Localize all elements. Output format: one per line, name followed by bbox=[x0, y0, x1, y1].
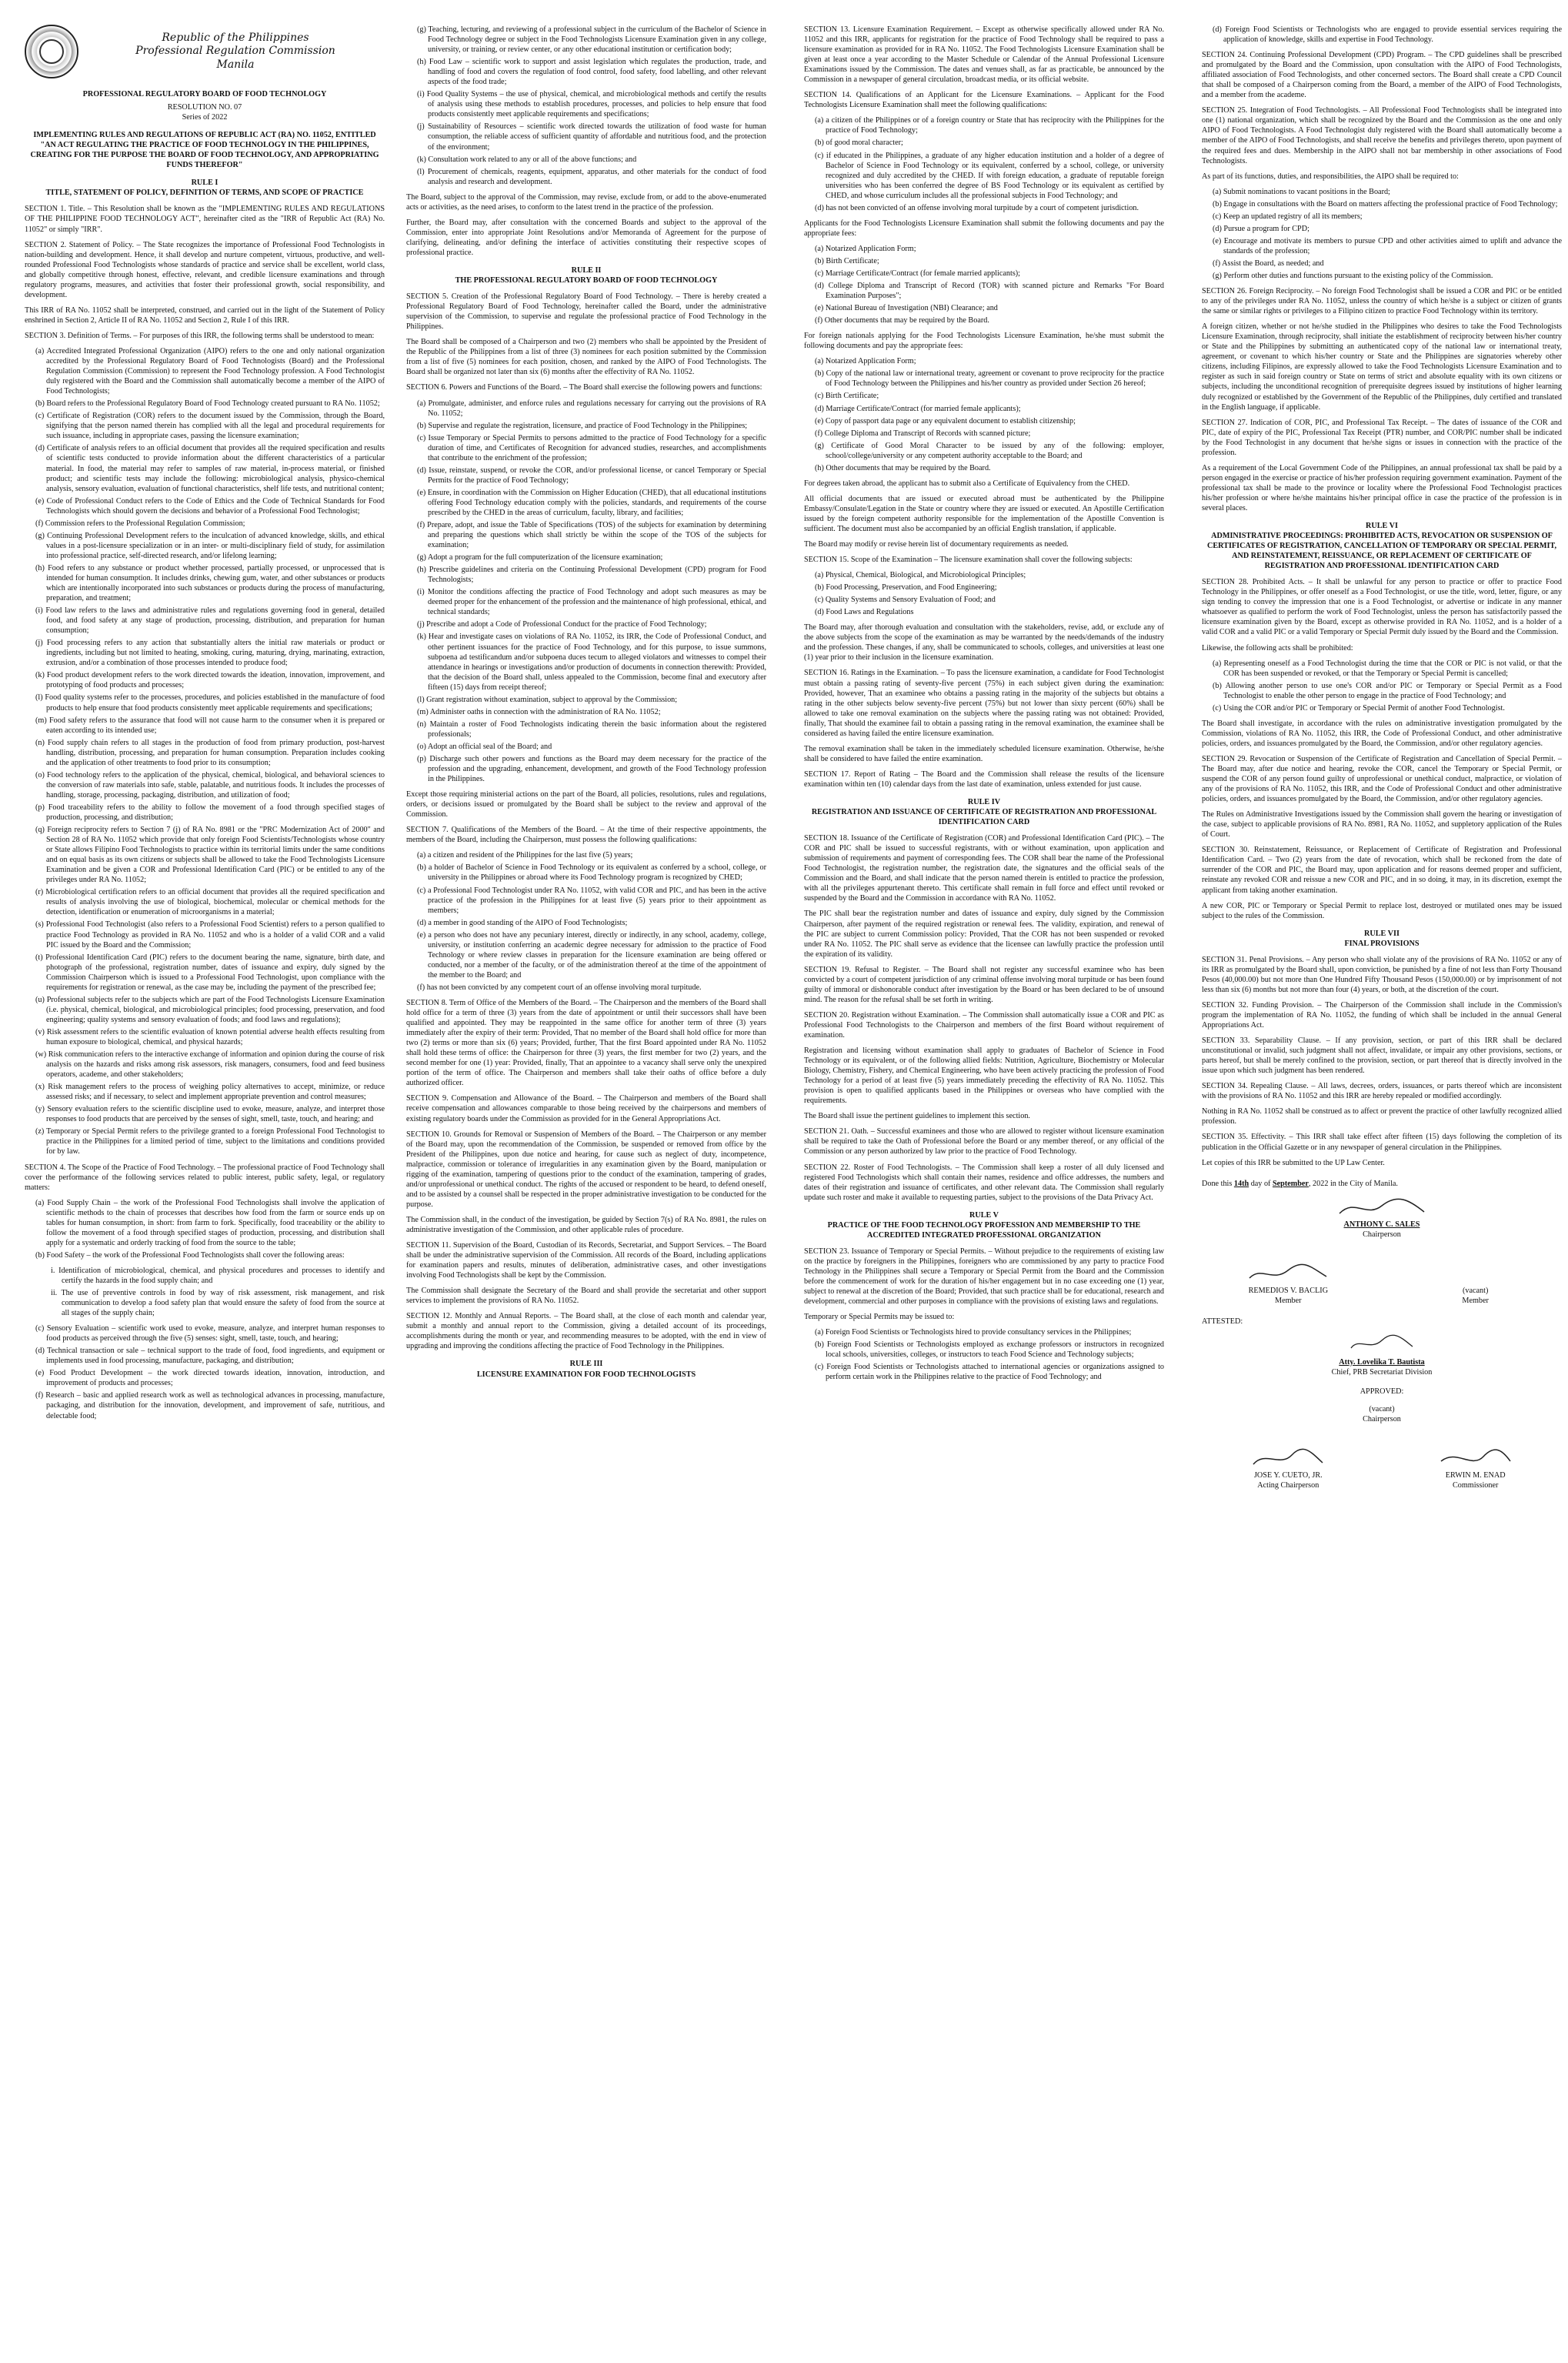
list-item: (b) Food Processing, Preservation, and Food Engineering; bbox=[815, 583, 997, 592]
paragraph: The Rules on Administrative Investigations issued by the Commission shall govern the hearing or investigation of the case, subject to applicable provisions of RA No. 8981, RA No. 11052, and suppletory application of the Rules of Court. bbox=[1202, 810, 1562, 839]
definition-item: (f) Commission refers to the Professional Regulation Commission; bbox=[35, 519, 245, 528]
paragraph: Applicants for the Food Technologists Licensure Examination shall submit the following documents and pay the appropriate fees: bbox=[804, 219, 1164, 238]
section-19: SECTION 19. Refusal to Register. – The Board shall not register any successful examinee who has been convicted by a court of competent jurisdiction of any criminal offense involving moral turpitude or has been found guilty of immoral or dishonorable conduct after investigation by the Board or has been declared to be of unsound mind. The reason for the refusal shall be set forth in writing. bbox=[804, 965, 1164, 1004]
definition-item: (b) Board refers to the Professional Regulatory Board of Food Technology created pursuant to RA No. 11052; bbox=[35, 399, 380, 409]
attested-label: ATTESTED: bbox=[1202, 1317, 1243, 1326]
definition-item: (h) Food refers to any substance or product whether processed, partially processed, or unprocessed that is intended for human consumption. It includes drinks, chewing gum, water, and other substances or products which are intentionally incorporated into such substances or products during the process of manufacturing, preparation, and treatment; bbox=[35, 563, 385, 603]
list-item: (f) Other documents that may be required by the Board. bbox=[815, 316, 989, 325]
rule-title: PRACTICE OF THE FOOD TECHNOLOGY PROFESSION AND MEMBERSHIP TO THE ACCREDITED INTEGRATED PROFESSIONAL ORGANIZATION bbox=[827, 1220, 1141, 1240]
list-item: (d) College Diploma and Transcript of Record (TOR) with scanned picture and Remarks "For Board Examination Purposes"; bbox=[815, 282, 1164, 301]
permits-list bbox=[804, 1327, 1164, 1382]
list-item: (b) Supervise and regulate the registration, licensure, and practice of Food Technology in the Philippines; bbox=[417, 421, 748, 430]
column-4 bbox=[1202, 25, 1562, 2341]
rule-heading bbox=[1202, 521, 1562, 571]
list-item: (f) has not been convicted by any competent court of an offense involving moral turpitude. bbox=[417, 983, 702, 992]
rule-number: RULE II bbox=[571, 265, 602, 275]
signature-chair bbox=[1202, 1197, 1562, 1240]
list-item: (a) Notarized Application Form; bbox=[815, 357, 916, 366]
section-26: SECTION 26. Foreign Reciprocity. – No foreign Food Technologist shall be issued a COR and PIC or be entitled to any of the privileges under RA No. 11052, unless the country of which he/she is a subject or citizen of grants the same or similar rights or privileges to a Filipino citizen to practice Food Technology within its territory. bbox=[1202, 287, 1562, 316]
list-item: (c) Keep an updated registry of all its members; bbox=[1213, 212, 1363, 221]
list-item: (g) Perform other duties and functions pursuant to the existing policy of the Commission. bbox=[1213, 271, 1493, 280]
signature-space bbox=[1389, 1263, 1562, 1286]
paragraph: As a requirement of the Local Government Code of the Philippines, an annual professional tax shall be paid by a person engaged in the exercise or practice of his/her profession requiring government examination. Payment of the professional tax shall be made to the province or locality where the Professional Food Technologist practices his/her profession or where he/she maintains his/her principal office in case the practice of the profession is in several places. bbox=[1202, 463, 1562, 512]
list-item: (j) Prescribe and adopt a Code of Professional Conduct for the practice of Food Technology; bbox=[417, 620, 707, 629]
section-28: SECTION 28. Prohibited Acts. – It shall be unlawful for any person to practice or offer to practice Food Technology in the Philippines, or offer oneself as a Food Technologist, or use the title, word, letter, figure, or any sign tending to convey the impression that one is a Food Technologist, or advertise or indicate in any manner whatsoever as qualified to perform the work of Food Technologist, unless the person has satisfactorily passed the licensure examination given by the Board, except as otherwise provided in RA No. 11052, and is a holder of a valid COR and a valid PIC or a valid Temporary or Special Permit duly issued by the Board and the Commission. bbox=[1202, 578, 1562, 637]
section-32: SECTION 32. Funding Provision. – The Chairperson of the Commission shall include in the Commission's program the implementation of RA No. 11052, the funding of which shall be included in the annual General Appropriations Act. bbox=[1202, 1000, 1562, 1030]
section-22: SECTION 22. Roster of Food Technologists. – The Commission shall keep a roster of all duly licensed and registered Food Technologists which shall contain their names, residence and office addresses, the numbers and dates of their registration and issuance of certificates, and other relevant data. The Commission shall regularly update such roster and make it available to requesting parties, subject to the provisions of the Data Privacy Act. bbox=[804, 1163, 1164, 1202]
rule-number: RULE VI bbox=[1366, 522, 1398, 531]
signature-member-2 bbox=[1389, 1263, 1562, 1306]
list-item: (e) National Bureau of Investigation (NBI) Clearance; and bbox=[815, 304, 998, 313]
section-2: SECTION 2. Statement of Policy. – The State recognizes the importance of Professional Food Technologists in nation-building and development. Hence, it shall develop and nurture competent, virtuous, productive, and well-rounded Professional Food Technologists whose standards of practice and service shall be excellent, world class, and globally competitive through honest, effective, relevant, and credible licensure examinations and through regulatory programs, measures, and activities that foster their professional growth, social responsibility, and development. bbox=[25, 240, 385, 299]
scope-item: (d) Technical transaction or sale – technical support to the trade of food, food ingredients, and equipment or implements used in food processing, manufacture, packaging, and distribution; bbox=[35, 1347, 385, 1366]
aipo-duties-list bbox=[1202, 187, 1562, 281]
foreign-documents-list bbox=[804, 356, 1164, 472]
section-1: SECTION 1. Title. – This Resolution shall be known as the "IMPLEMENTING RULES AND REGULATIONS OF THE PHILIPPINE FOOD TECHNOLOGY ACT", hereinafter cited as the "IRR of Republic Act (RA) No. 11052" or simply "IRR". bbox=[25, 205, 385, 234]
scope-item: (a) Food Supply Chain – the work of the Professional Food Technologists shall involve the application of scientific methods to the chain of processes that describes how food from the farm or source ends up on tables for human consumption, in short: from farm to fork. Specifically, food traceability or the ability to follow the movement of a food through specified stages of production, processing, and distribution shall apply for a systematic and orderly tracking of food from the source to the table; bbox=[35, 1198, 385, 1247]
section-10-para: The Commission shall, in the conduct of the investigation, be guided by Section 7(s) of RA No. 8981, the rules on administrative investigation of the Commission, and other applicable rules of procedure. bbox=[406, 1215, 766, 1234]
section-11-para: The Commission shall designate the Secretary of the Board and shall provide the secretariat and other support services to implement the provisions of RA No. 11052. bbox=[406, 1287, 766, 1306]
signature-commissioners bbox=[1202, 1447, 1562, 1490]
section-5: SECTION 5. Creation of the Professional Regulatory Board of Food Technology. – There is hereby created a Professional Regulatory Board of Food Technology, hereinafter called the Board, under the administrative supervision of the Commission, to supervise and regulate the professional practice of Food Technology in the Philippines. bbox=[406, 292, 766, 332]
done-line bbox=[1202, 1179, 1562, 1189]
list-item: (p) Discharge such other powers and functions as the Board may deem necessary for the practice of the profession and the upgrading, enhancement, development, and growth of the Food Technology profession in the Philippines. bbox=[417, 755, 766, 784]
paragraph: A new COR, PIC or Temporary or Special Permit to replace lost, destroyed or mutilated ones may be issued subject to the rules of the Commission. bbox=[1202, 901, 1562, 920]
definition-item: (u) Professional subjects refer to the subjects which are part of the Food Technologists Licensure Examination (i.e. physical, chemical, biological, and microbiological principles; food processing, preservation, and food engineering; quality systems and sensory evaluation of foods; and food laws and regulations); bbox=[35, 995, 385, 1024]
paragraph: Temporary or Special Permits may be issued to: bbox=[804, 1313, 955, 1322]
list-item: (a) a citizen and resident of the Philippines for the last five (5) years; bbox=[417, 851, 633, 860]
definition-item: (t) Professional Identification Card (PIC) refers to the document bearing the name, signature, birth date, and photograph of the professional, registration number, dates of issuance and expiry, duly signed by the Commission Chairperson which is issued to a Professional Food Technologist, upon compliance with the requirements for registration or renewal, as the case may be, including the payment of the prescribed fee; bbox=[35, 953, 385, 992]
list-item: (c) a Professional Food Technologist under RA No. 11052, with valid COR and PIC, and has been in the active practice of the profession in the Philippines for at least five (5) years prior to their appointment as members; bbox=[417, 886, 766, 915]
section-9: SECTION 9. Compensation and Allowance of the Board. – The Chairperson and members of the Board shall receive compensation and allowances comparable to those being received by the chairpersons and members of existing regulatory boards under the Commission as provided for in the General Appropriations Act. bbox=[406, 1094, 766, 1123]
food-safety-item: ii. The use of preventive controls in food by way of risk assessment, risk management, and risk communication to develop a food safety plan that would ensure the safety of food from the source at all stages of the supply chain; bbox=[51, 1289, 385, 1318]
section-4: SECTION 4. The Scope of the Practice of Food Technology. – The professional practice of Food Technology shall cover the performance of the following services related to public interest, public safety, legal, or regulatory matters: bbox=[25, 1163, 385, 1192]
section-21: SECTION 21. Oath. – Successful examinees and those who are allowed to register without licensure examination shall be required to take the Oath of Professional before the Board or any member thereof, or any official of the Commission or any person authorized by law prior to the practice of Food Technology. bbox=[804, 1127, 1164, 1156]
irr-title: IMPLEMENTING RULES AND REGULATIONS OF REPUBLIC ACT (RA) NO. 11052, ENTITLED "AN ACT REGULATING THE PRACTICE OF FOOD TECHNOLOGY IN THE PHILIPPINES, CREATING FOR THE PURPOSE THE BOARD OF FOOD TECHNOLOGY, AND APPROPRIATING FUNDS THEREFOR" bbox=[30, 131, 379, 170]
list-item: (c) if educated in the Philippines, a graduate of any higher education institution and a holder of a degree of Bachelor of Science in Food Technology or its equivalent, conferred by a school, college, or university recognized and duly accredited by the CHED. If with foreign education, a graduate of reputable foreign universities who has been conferred the degree of BS Food Technology or its equivalent as certified by CHED, and whose curriculum includes all the professional subjects in Food Technology; and bbox=[815, 151, 1164, 200]
qualifications-list bbox=[406, 850, 766, 993]
signatory-name: (vacant) bbox=[1369, 1405, 1395, 1414]
list-item: (k) Hear and investigate cases on violations of RA No. 11052, its IRR, the Code of Professional Conduct, and other pertinent issuances for the practice of Food Technology, and for this purpose, to issue summons, subpoena ad testificandum and/or subpoena duces tecum to alleged violators and witnesses to compel their attendance in hearings or investigations and/or production of documents in connection therewith: Provided, that the decision of the Board shall, unless appealed to the Commission, become final and executory after fifteen (15) days from receipt thereof; bbox=[417, 632, 766, 692]
agency-line: Professional Regulation Commission bbox=[135, 45, 335, 58]
rule-heading bbox=[406, 1359, 766, 1379]
section-13: SECTION 13. Licensure Examination Requirement. – Except as otherwise specifically allowed under RA No. 11052 and this IRR, applicants for registration for the practice of Food Technology shall be required to pass a licensure examination as provided for in RA No. 11052. The Food Technologists Licensure Examination shall be given at least once a year according to the Master Schedule or Calendar of the Annual Professional Licensure Examinations issued by the Commission. The dates and venues shall, as far as practicable, be announced by the Commission in a newspaper of general circulation, broadcast media, or its official website. bbox=[804, 25, 1164, 85]
definition-item: (q) Foreign reciprocity refers to Section 7 (j) of RA No. 8981 or the "PRC Modernization Act of 2000" and Section 28 of RA No. 11052 which provide that only foreign Food Scientists/Technologists whose country or State allows Filipino Food Technologists to practice within its territorial limits under the same conditions and on equal basis as its own citizens or subjects shall be allowed to take the Food Technologists Licensure Examination and be given a COR and Professional Identification Card (PIC) or be entitled to any of the privileges under RA No. 11052; bbox=[35, 826, 385, 885]
scope-item: (h) Food Law – scientific work to support and assist legislation which regulates the production, trade, and handling of food and covers the regulation of food control, food safety, food labelling, and other relevant aspects of the food trade; bbox=[417, 58, 766, 87]
list-item: (e) Copy of passport data page or any equivalent document to establish citizenship; bbox=[815, 416, 1076, 426]
section-15: SECTION 15. Scope of the Examination – The licensure examination shall cover the following subjects: bbox=[804, 556, 1133, 565]
scope-item: (c) Sensory Evaluation – scientific work used to evoke, measure, analyze, and interpret human responses to food products as perceived through the five (5) senses: sight, smell, taste, touch, and hearing; bbox=[35, 1324, 385, 1343]
scope-item: (i) Food Quality Systems – the use of physical, chemical, and microbiological methods and certify the results of analysis using these methods to establish procedures, processes, and policies to help ensure that food products consistently meet applicable requirements and specifications; bbox=[417, 90, 766, 119]
list-item: (f) Prepare, adopt, and issue the Table of Specifications (TOS) of the subjects for examination by determining and preparing the questions which shall strictly be within the scope of the TOS of the subjects for examination; bbox=[417, 521, 766, 550]
signature-member-1 bbox=[1202, 1263, 1375, 1306]
list-item: (c) Foreign Food Scientists or Technologists attached to international agencies or organizations assigned to perform certain work in the Philippines relative to the practice of Food Technology; and bbox=[815, 1363, 1164, 1382]
list-item: (d) a member in good standing of the AIPO of Food Technologists; bbox=[417, 918, 628, 927]
list-item: (a) Promulgate, administer, and enforce rules and regulations necessary for carrying out the provisions of RA No. 11052; bbox=[417, 399, 766, 418]
list-item: (a) Foreign Food Scientists or Technologists hired to provide consultancy services in the Philippines; bbox=[815, 1328, 1132, 1337]
signature-scribble-icon bbox=[1202, 1334, 1562, 1357]
applicant-qualifications-list bbox=[804, 115, 1164, 212]
section-23: SECTION 23. Issuance of Temporary or Special Permits. – Without prejudice to the requirements of existing law on the practice by foreigners in the Philippines, foreigners who are commissioned by any party to practice Food Technology in the Philippines shall secure a Temporary or Special Permit from the Board and the Commission before the commencement of work for the duration of his/her engagement but in no case exceeding one (1) year, subject to renewal at the discretion of the Board; Provided, that such practice shall be for educational, research and development, commercial and other purposes in compliance with the provisions of existing laws and regulations. bbox=[804, 1247, 1164, 1307]
definition-item: (e) Code of Professional Conduct refers to the Code of Ethics and the Code of Technical Standards for Food Technologists which should govern the decisions and behavior of a Professional Food Technologist; bbox=[35, 496, 385, 516]
signatory-name: REMEDIOS V. BACLIG bbox=[1248, 1286, 1329, 1295]
definition-item: (o) Food technology refers to the application of the physical, chemical, biological, and behavioral sciences to the conversion of raw materials into safe, stable, palatable, and nutritious foods. It includes the processes of handling, storage, processing, packaging, distribution, and utilization of food; bbox=[35, 770, 385, 799]
definitions-list bbox=[25, 346, 385, 1157]
signatory-name: Atty. Lovelika T. Bautista bbox=[1339, 1357, 1425, 1367]
section-25: SECTION 25. Integration of Food Technologists. – All Professional Food Technologists shall be integrated into one (1) national organization, which shall be recognized by the Board and the Commission as the one and only AIPO of Food Technologists. A Food Technologist duly registered with the Board shall automatically become a member of the AIPO of Food Technologists, and shall receive the benefits and privileges thereto, upon payment of the required fees and dues. Membership in the AIPO shall not bar membership in other associations of Food Technologists. bbox=[1202, 106, 1562, 165]
column-1 bbox=[25, 25, 385, 2341]
rule-number: RULE I bbox=[191, 179, 219, 188]
resolution-number bbox=[25, 102, 385, 122]
section-20: SECTION 20. Registration without Examination. – The Commission shall automatically issue a COR and PIC as Professional Food Technologists to the Chairperson and members of the first Board without requirement of examination. bbox=[804, 1010, 1164, 1040]
done-text: day of bbox=[1250, 1179, 1271, 1188]
rule-number: RULE VII bbox=[1364, 929, 1400, 938]
list-item: (b) a holder of Bachelor of Science in Food Technology or its equivalent as conferred by a school, college, or university in the Philippines or abroad where its Food Technology program is recognized by CHED; bbox=[417, 863, 766, 883]
definition-item: (a) Accredited Integrated Professional Organization (AIPO) refers to the one and only national organization accredited by the Professional Regulatory Board of Food Technologists (Board) and the Professional Regulation Commission (Commission) to represent the Food Technology profession. A Food Technologist duly registered with the Board and the Commission shall automatically become a member of the AIPO of Food Technologists; bbox=[35, 346, 385, 396]
section-5-para: The Board shall be composed of a Chairperson and two (2) members who shall be appointed by the President of the Republic of the Philippines from a list of three (3) nominees for each position submitted by the Commission from a list of five (5) nominees for each position, chosen, and ranked by the AIPO of Food Technologists. The Board shall be organized not later than six (6) months after the effectivity of RA No. 11052. bbox=[406, 338, 766, 377]
signatory-role: Acting Chairperson bbox=[1257, 1481, 1319, 1490]
rule-number: RULE V bbox=[969, 1210, 999, 1220]
rule-number: RULE III bbox=[569, 1360, 603, 1369]
scope-list-cont bbox=[25, 1323, 385, 1420]
definition-item: (g) Continuing Professional Development refers to the inculcation of advanced knowledge, skills, and ethical values in a post-licensure specialization or in an inter- or multi-disciplinary field of study, for assimilation into professional practice, self-directed research, and/or lifelong learning; bbox=[35, 531, 385, 560]
list-item: (e) Encourage and motivate its members to pursue CPD and other activities aimed to uplift and advance the standards of the profession; bbox=[1213, 236, 1562, 255]
signatory-name: ANTHONY C. SALES bbox=[1343, 1220, 1420, 1229]
rule-title: TITLE, STATEMENT OF POLICY, DEFINITION OF TERMS, AND SCOPE OF PRACTICE bbox=[45, 189, 364, 198]
signatory-name: ERWIN M. ENAD bbox=[1445, 1471, 1506, 1480]
list-item: (b) Foreign Food Scientists or Technologists employed as exchange professors or instructors in recognized local schools, universities, colleges, or instructors to teach Food Science and Technology subjects; bbox=[815, 1340, 1164, 1360]
section-14: SECTION 14. Qualifications of an Applicant for the Licensure Examinations. – Applicant for the Food Technologists Licensure Examination shall meet the following qualifications: bbox=[804, 91, 1164, 110]
signature-secretary bbox=[1202, 1334, 1562, 1377]
list-item: (f) College Diploma and Transcript of Records with scanned picture; bbox=[815, 429, 1031, 438]
definition-item: (n) Food supply chain refers to all stages in the production of food from primary production, post-harvest handling, distribution, processing, and preparation for human consumption. Preparation includes cooking and the application of other treatments to food prior to its consumption; bbox=[35, 738, 385, 767]
paragraph: The PIC shall bear the registration number and dates of issuance and expiry, duly signed by the Commission Chairperson, after payment of the required registration or renewal fees. The validity, expiration, and renewal of the PIC are subject to current Commission policy: Provided, That the COR has not been suspended or revoked under RA No. 11052. The PIC shall serve as evidence that the licensee can lawfully practice the profession until the expiration of its validity. bbox=[804, 909, 1164, 959]
definition-item: (p) Food traceability refers to the ability to follow the movement of a food through specified stages of production, processing, and distribution; bbox=[35, 803, 385, 822]
list-item: (a) Physical, Chemical, Biological, and Microbiological Principles; bbox=[815, 571, 1026, 580]
list-item: (a) Representing oneself as a Food Technologist during the time that the COR or PIC is not valid, or that the COR has been suspended or revoked, or that the Temporary or Special Permit is cancelled; bbox=[1213, 659, 1562, 678]
done-text: Done this bbox=[1202, 1179, 1233, 1188]
exam-subjects-list bbox=[804, 570, 1164, 617]
paragraph: Registration and licensing without examination shall apply to graduates of Bachelor of Science in Food Technology or its equivalent, or of the following allied fields: Nutrition, Agriculture, Biochemistry or Molecular Biology, Chemistry, Fishery, and Chemical Engineering, who have been actively practicing the profession of Food Technology for a period of at least five (5) years immediately preceding the effectivity of RA No. 11052. This provision is open to qualified applicants based in the Philippines or overseas who have complied with the requirements. bbox=[804, 1046, 1164, 1106]
signature-scribble-icon bbox=[1202, 1447, 1375, 1470]
list-item: (l) Grant registration without examination, subject to approval by the Commission; bbox=[417, 695, 678, 704]
paragraph: Further, the Board may, after consultation with the concerned Boards and subject to the approval of the Commission, enter into appropriate Joint Resolutions and/or Memoranda of Agreement for the purpose of clarifying, delineating, and/or defining the interface of activities constituting their respective scopes of professional practice. bbox=[406, 218, 766, 257]
scope-item: (e) Food Product Development – the work directed towards ideation, innovation, introduction, and improvement of products and processes; bbox=[35, 1369, 385, 1388]
paragraph: The Board may modify or revise herein list of documentary requirements as needed. bbox=[804, 540, 1069, 549]
list-item: (e) a person who does not have any pecuniary interest, directly or indirectly, in any school, academy, college, university, or institution conferring an academic degree necessary for admission to the practice of Food Technology or where review classes in preparation for the licensure examination are being offered or conducted, nor a member of the faculty, or of the administration thereof at the time of the appointment of the member to the Board; and bbox=[417, 930, 766, 980]
signatory-role: Chairperson bbox=[1363, 1415, 1401, 1424]
list-item: (b) Copy of the national law or international treaty, agreement or covenant to prove reciprocity for the practice of Food Technology between the Philippines and his/her country as provided under Section 26 hereof; bbox=[815, 369, 1164, 389]
list-item: (b) Birth Certificate; bbox=[815, 256, 879, 265]
food-safety-item: i. Identification of microbiological, chemical, and physical procedures and processes to identify and certify the hazards in the food supply chain; and bbox=[51, 1266, 385, 1285]
section-33: SECTION 33. Separability Clause. – If any provision, section, or part of this IRR shall be declared unconstitutional or invalid, such judgment shall not affect, invalidate, or impair any other provisions, sections, or parts hereof, but shall be merely confined to the provision, section, or part thereof that is directly involved in the issue upon which such judgment has been rendered. bbox=[1202, 1036, 1562, 1076]
paragraph: As part of its functions, duties, and responsibilities, the AIPO shall be required to: bbox=[1202, 172, 1459, 181]
city-line: Manila bbox=[216, 58, 255, 71]
list-item: (d) Food Laws and Regulations bbox=[815, 608, 914, 617]
section-6: SECTION 6. Powers and Functions of the Board. – The Board shall exercise the following powers and functions: bbox=[406, 383, 762, 392]
list-item: (n) Maintain a roster of Food Technologists indicating therein the basic information about the registered professionals; bbox=[417, 719, 766, 739]
list-item: (d) has not been convicted of an offense involving moral turpitude by a court of competent jurisdiction. bbox=[815, 203, 1139, 212]
list-item: (d) Foreign Food Scientists or Technologists who are engaged to provide essential services requiring the application of knowledge, skills and expertise in Food Technology. bbox=[1213, 25, 1562, 45]
signatory-name: JOSE Y. CUETO, JR. bbox=[1253, 1471, 1323, 1480]
rule-heading bbox=[1202, 929, 1562, 949]
section-3: SECTION 3. Definition of Terms. – For purposes of this IRR, the following terms shall be understood to mean: bbox=[25, 331, 375, 340]
list-item: (o) Adopt an official seal of the Board; and bbox=[417, 742, 552, 751]
list-item: (m) Administer oaths in connection with the administration of RA No. 11052; bbox=[417, 707, 661, 716]
definition-item: (y) Sensory evaluation refers to the scientific discipline used to evoke, measure, analyze, and interpret those responses to food products that are perceived by the senses of sight, smell, taste, touch, and hearing; and bbox=[35, 1105, 385, 1124]
list-item: (c) Marriage Certificate/Contract (for female married applicants); bbox=[815, 269, 1021, 278]
paragraph: The Board shall investigate, in accordance with the rules on administrative investigation promulgated by the Commission, violations of RA No. 11052, this IRR, the Code of Professional Conduct, and other administrative policies, orders, and issuances promulgated by the Board, the Commission, and/or other regulatory agencies. bbox=[1202, 719, 1562, 748]
rule-title: THE PROFESSIONAL REGULATORY BOARD OF FOOD TECHNOLOGY bbox=[455, 276, 718, 285]
definition-item: (c) Certificate of Registration (COR) refers to the document issued by the Commission, through the Board, signifying that the person named therein has complied with all the legal and procedural requirements for such issuance, including in appropriate cases, passing the licensure examination; bbox=[35, 412, 385, 441]
scope-item: (g) Teaching, lecturing, and reviewing of a professional subject in the curriculum of the Bachelor of Science in Food Technology degree or subject in the Food Technologists Licensure Examination given in any college, university, or training, or review center, or any other educational institution or certification body; bbox=[417, 25, 766, 55]
signature-commissioner bbox=[1389, 1447, 1562, 1490]
definition-item: (z) Temporary or Special Permit refers to the privilege granted to a foreign Professional Food Technologist to practice in the Philippines for a limited period of time, subject to the limitations and conditions provided for by law. bbox=[35, 1127, 385, 1156]
signatory-role: Chairperson bbox=[1363, 1230, 1401, 1239]
paragraph: All official documents that are issued or executed abroad must be authenticated by the Philippine Embassy/Consulate/Legation in the State or country where they are issued or executed. An Apostille Certification issued by the foreign competent authority responsible for the implementation of the Apostille Convention is sufficient. The document must also be accompanied by an official English translation, if applicable. bbox=[804, 494, 1164, 533]
paragraph: For degrees taken abroad, the applicant has to submit also a Certificate of Equivalency from the CHED. bbox=[804, 479, 1130, 488]
signatory-role: Commissioner bbox=[1452, 1481, 1499, 1490]
section-2-para: This IRR of RA No. 11052 shall be interpreted, construed, and carried out in the light of the Statement of Policy enshrined in Section 2, Article II of RA No. 11052 and Section 2, Rule I of this IRR. bbox=[25, 305, 385, 325]
column-3 bbox=[804, 25, 1164, 2341]
signature-members bbox=[1202, 1263, 1562, 1306]
prc-seal-icon bbox=[25, 25, 78, 78]
definition-item: (l) Food quality systems refer to the processes, procedures, and policies established in the manufacture of food products to help ensure that food products consistently meet applicable requirements and specifications; bbox=[35, 693, 385, 713]
paragraph: Likewise, the following acts shall be prohibited: bbox=[1202, 643, 1353, 652]
definition-item: (m) Food safety refers to the assurance that food will not cause harm to the consumer when it is prepared or eaten according to its intended use; bbox=[35, 716, 385, 735]
list-item: (c) Quality Systems and Sensory Evaluation of Food; and bbox=[815, 596, 996, 605]
list-item: (b) Allowing another person to use one's COR and/or PIC or Temporary or Special Permit as a Food Technologist to enable the other person to engage in the practice of Food Technology; and bbox=[1213, 681, 1562, 700]
board-name: PROFESSIONAL REGULATORY BOARD OF FOOD TECHNOLOGY bbox=[82, 90, 327, 98]
section-27: SECTION 27. Indication of COR, PIC, and Professional Tax Receipt. – The dates of issuance of the COR and PIC, date of expiry of the PIC, Professional Tax Receipt (PTR) number, and COR/PIC number shall be indicated by the Food Technologist in any document that he/she signs or issues in connection with the practice of the profession. bbox=[1202, 418, 1562, 457]
documents-list bbox=[804, 244, 1164, 325]
section-8: SECTION 8. Term of Office of the Members of the Board. – The Chairperson and the members of the Board shall hold office for a term of three (3) years from the date of appointment or until their successors shall have been qualified and appointed. They may be reappointed in the same office for another term of three (3) years immediately after the expiry of their term: Provided, That no member of the Board shall hold office for more than two (2) terms or more than six (6) years; Provided, further, That the first Board appointed under RA No. 11052 shall hold these terms of office: the Chairperson for three (3) years, the first member for two (2) years, and the second member for one (1) year: Provided, finally, That an appointee to a vacancy shall serve only the unexpired portion of the term of office. The Chairperson and members shall take their oaths of office before a duly authorized officer. bbox=[406, 998, 766, 1088]
rule-title: FINAL PROVISIONS bbox=[1344, 939, 1420, 948]
rule-heading bbox=[406, 265, 766, 285]
section-12: SECTION 12. Monthly and Annual Reports. – The Board shall, at the close of each month and calendar year, submit a monthly and annual report to the Commission, giving a detailed account of its proceedings, accomplishments during the month or year, and recommending measures to be adopted, with the end in view of upgrading and improving the conditions affecting the practice of Food Technology in the Philippines. bbox=[406, 1312, 766, 1351]
list-item: (d) Pursue a program for CPD; bbox=[1213, 224, 1309, 233]
section-11: SECTION 11. Supervision of the Board, Custodian of its Records, Secretariat, and Support Services. – The Board shall be under the administrative supervision of the Commission. All records of the Board, including applications for examination papers and results, minutes of deliberation, administrative cases, and other investigations involving Food Technologists shall be kept by the Commission. bbox=[406, 1241, 766, 1280]
list-item: (e) Ensure, in coordination with the Commission on Higher Education (CHED), that all educational institutions offering Food Technology education comply with the policies, standards, and requirements of the course prescribed by the CHED in the areas of curriculum, faculty, library, and facilities; bbox=[417, 488, 766, 517]
list-item: (h) Prescribe guidelines and criteria on the Continuing Professional Development (CPD) program for Food Technologists; bbox=[417, 566, 766, 585]
rule-title: ADMINISTRATIVE PROCEEDINGS: PROHIBITED ACTS, REVOCATION OR SUSPENSION OF CERTIFICATES OF REGISTRATION, CANCELLATION OF TEMPORARY OR SPECIAL PERMIT, AND REINSTATEMENT, REISSUANCE, OR REPLACEMENT OF CERTIFICATE OF REGISTRATION AND PROFESSIONAL IDENTIFICATION CARD bbox=[1207, 532, 1556, 571]
list-item: (h) Other documents that may be required by the Board. bbox=[815, 463, 991, 472]
scope-item: (l) Procurement of chemicals, reagents, equipment, apparatus, and other materials for the conduct of food analysis and research and development. bbox=[417, 167, 766, 186]
signatory-role: Chief, PRB Secretariat Division bbox=[1331, 1367, 1433, 1377]
republic-line: Republic of the Philippines bbox=[162, 31, 309, 44]
list-item: (g) Adopt a program for the full computerization of the licensure examination; bbox=[417, 553, 663, 562]
section-24: SECTION 24. Continuing Professional Development (CPD) Program. – The CPD guidelines shall be prescribed and promulgated by the Board and the Commission, upon consultation with the AIPO of Food Technologists, affiliated association of Food Technologists, and other concerned sectors. The Board shall create a CPD Council that shall be composed of a Chairperson coming from the Board, a member of the AIPO of Food Technologists, and a member from the academe. bbox=[1202, 51, 1562, 100]
section-7: SECTION 7. Qualifications of the Members of the Board. – At the time of their respective appointments, the members of the Board, including the Chairperson, must possess the following qualifications: bbox=[406, 826, 766, 845]
scope-item: (b) Food Safety – the work of the Professional Food Technologists shall cover the following areas: bbox=[35, 1250, 345, 1260]
rule-title: LICENSURE EXAMINATION FOR FOOD TECHNOLOGISTS bbox=[476, 1370, 696, 1379]
list-item: (a) a citizen of the Philippines or of a foreign country or State that has reciprocity with the Philippines for the practice of Food Technology; bbox=[815, 116, 1164, 135]
rule-number: RULE IV bbox=[967, 798, 1001, 806]
rule-heading bbox=[25, 178, 385, 198]
scope-list-cont bbox=[406, 25, 766, 187]
signatory-name: (vacant) bbox=[1463, 1286, 1489, 1295]
list-item: (c) Birth Certificate; bbox=[815, 392, 879, 401]
section-34: SECTION 34. Repealing Clause. – All laws, decrees, orders, issuances, or parts thereof which are inconsistent with the provisions of RA No. 11052 and this IRR are hereby repealed or modified accordingly. bbox=[1202, 1082, 1562, 1101]
section-31: SECTION 31. Penal Provisions. – Any person who shall violate any of the provisions of RA No. 11052 or any of its IRR as promulgated by the Board shall, upon conviction, be punished by a fine of not less than Forty Thousand Pesos (40,000.00) but not more than One Hundred Fifty Thousand Pesos (150,000.00) or by imprisonment of not less than six (6) months but not more than four (4) years, or both, at the discretion of the court. bbox=[1202, 955, 1562, 994]
list-item: (i) Monitor the conditions affecting the practice of Food Technology and adopt such measures as may be deemed proper for the enhancement of the profession and the maintenance of high professional, ethical, and technical standards; bbox=[417, 588, 766, 617]
list-item: (f) Assist the Board, as needed; and bbox=[1213, 259, 1324, 268]
list-item: (a) Notarized Application Form; bbox=[815, 244, 916, 253]
paragraph: The removal examination shall be taken in the immediately scheduled licensure examination. Otherwise, he/she shall be considered to have failed the entire examination. bbox=[804, 744, 1164, 763]
copies-note: Let copies of this IRR be submitted to the UP Law Center. bbox=[1202, 1158, 1385, 1167]
permits-list-cont bbox=[1202, 25, 1562, 45]
section-35: SECTION 35. Effectivity. – This IRR shall take effect after fifteen (15) days following the completion of its publication in the Official Gazette or in any newspaper of general circulation in the Philippines. bbox=[1202, 1133, 1562, 1152]
section-30: SECTION 30. Reinstatement, Reissuance, or Replacement of Certificate of Registration and Professional Identification Card. – Two (2) years from the date of revocation, which shall be reckoned from the date of surrender of the COR and PIC, the Board may, upon application and for reasons deemed proper and sufficient, reinstate any revoked COR and reissue a new COR and PIC, and in so doing, it may, in its discretion, exempt the applicant from taking another examination. bbox=[1202, 846, 1562, 895]
signature-acting-chair bbox=[1202, 1447, 1375, 1490]
section-17: SECTION 17. Report of Rating – The Board and the Commission shall release the results of the licensure examination within ten (10) calendar days from the last date of examination, unless extended for just cause. bbox=[804, 769, 1164, 789]
definition-item: (s) Professional Food Technologist (also refers to a Professional Food Scientist) refers to a person qualified to practice Food Technology as provided in RA No. 11052 and who is a holder of a valid COR and a valid PIC issued by the Board and the Commission; bbox=[35, 920, 385, 950]
definition-item: (v) Risk assessment refers to the scientific evaluation of known potential adverse health effects resulting from human exposure to biological, chemical, and physical hazards; bbox=[35, 1027, 385, 1046]
signature-scribble-icon bbox=[1202, 1263, 1375, 1286]
prohibited-acts-list bbox=[1202, 659, 1562, 713]
section-6-para: Except those requiring ministerial actions on the part of the Board, all policies, resolutions, rules and regulations, orders, or decisions issued or promulgated by the Board shall be subject to the review and approval of the Commission. bbox=[406, 790, 766, 819]
agency-block bbox=[86, 32, 385, 72]
signature-scribble-icon bbox=[1202, 1197, 1562, 1220]
list-item: (b) of good moral character; bbox=[815, 139, 903, 148]
signatory-role: Member bbox=[1462, 1296, 1489, 1305]
done-text: , 2022 in the City of Manila. bbox=[1308, 1179, 1398, 1188]
signatory-role: Member bbox=[1275, 1296, 1302, 1305]
section-10: SECTION 10. Grounds for Removal or Suspension of Members of the Board. – The Chairperson or any member of the Board may, upon the recommendation of the Commission, be suspended or removed from office by the President of the Philippines, upon due notice and hearing, for cause such as neglect of duty, incompetence, malpractice, commission or tolerance of irregularities in any examination given by the Board, manipulation or rigging of the examination, tampering of questions prior to the conduct of the examination, tampering of grades, and/or unprofessional or unethical conduct. The rights of the accused or respondent to be heard, to defend oneself, and to be assisted by a counsel shall be respected in the proper administrative investigation to be conducted for the purpose. bbox=[406, 1130, 766, 1209]
section-18: SECTION 18. Issuance of the Certificate of Registration (COR) and Professional Identification Card (PIC). – The COR and PIC shall be issued to successful registrants, with or without examination, upon application and submission of requirements and payment of corresponding fees. The COR shall bear the name of the Professional Food Technologist, the registration number, the registration date, the signatures and the official seals of the Commission and the Board, and shall indicate that the person named therein is entitled to practice the profession, with all the privileges appurtenant thereto. This certificate shall remain in full force and effect until revoked or suspended by the Board and the Commission in accordance with RA No. 11052. bbox=[804, 834, 1164, 903]
paragraph: The Board shall issue the pertinent guidelines to implement this section. bbox=[804, 1112, 1030, 1121]
definition-item: (d) Certificate of analysis refers to an official document that provides all the required specification and results of scientific tests conducted to provide information about the different characteristics of a particular material. In food, the material may refer to samples of raw material, in-process material, or finished product; and scientific tests may include the following: microbiological analysis, physico-chemical analysis, sensory evaluation, evaluation of functional characteristics, shelf life tests, and nutritional content; bbox=[35, 444, 385, 493]
definition-item: (i) Food law refers to the laws and administrative rules and regulations governing food in general, detailed food, and food safety at any stage of production, processing, distribution, and preparation for human consumption; bbox=[35, 606, 385, 636]
done-month: September bbox=[1272, 1179, 1309, 1188]
done-day: 14th bbox=[1233, 1179, 1249, 1188]
signature-prc-chair bbox=[1202, 1404, 1562, 1424]
list-item: (d) Marriage Certificate/Contract (for married female applicants); bbox=[815, 404, 1021, 413]
section-29: SECTION 29. Revocation or Suspension of the Certificate of Registration and Cancellation of Special Permit. – The Board may, after due notice and hearing, revoke the COR, cancel the Temporary or Special Permit, or suspend the COR of any person found guilty of unprofessional or unethical conduct, malpractice, or violation of any of the provisions of RA No. 11052, this IRR, and the Code of Professional Conduct and other administrative policies, orders, and issuances promulgated by the Board, the Commission, and/or other regulatory agencies. bbox=[1202, 754, 1562, 804]
paragraph: Nothing in RA No. 11052 shall be construed as to affect or prevent the practice of other lawfully recognized allied profession. bbox=[1202, 1107, 1562, 1126]
resolution-line: RESOLUTION NO. 07 bbox=[167, 103, 242, 112]
definition-item: (x) Risk management refers to the process of weighing policy alternatives to accept, minimize, or reduce assessed risks; and if necessary, to select and implement appropriate prevention and control measures; bbox=[35, 1083, 385, 1102]
definition-item: (j) Food processing refers to any action that substantially alters the initial raw materials or product or ingredients, including but not limited to heating, smoking, curing, maturing, drying, marinating, extraction, extrusion, and/or a combination of those processes intended to produce food; bbox=[35, 639, 385, 668]
scope-list bbox=[25, 1198, 385, 1260]
scope-item: (k) Consultation work related to any or all of the above functions; and bbox=[417, 155, 637, 164]
paragraph: For foreign nationals applying for the Food Technologists Licensure Examination, he/she must submit the following documents and pay the appropriate fees: bbox=[804, 332, 1164, 351]
list-item: (b) Engage in consultations with the Board on matters affecting the professional practice of Food Technology; bbox=[1213, 199, 1558, 209]
paragraph: The Board may, after thorough evaluation and consultation with the stakeholders, revise, add, or exclude any of the above subjects from the scope of the examination as may be warranted by the needs/demands of the industry and the profession. These changes, if any, shall be communicated to schools, colleges, and universities at least one (1) year prior to their inclusion in the licensure examination. bbox=[804, 623, 1164, 663]
list-item: (a) Submit nominations to vacant positions in the Board; bbox=[1213, 187, 1390, 196]
definition-item: (w) Risk communication refers to the interactive exchange of information and opinion during the course of risk analysis on the hazards and risks among risk assessors, risk managers, consumers, food and feed business operators, academe, and other stakeholders; bbox=[35, 1050, 385, 1080]
scope-item: (f) Research – basic and applied research work as well as technological advances in processing, manufacture, packaging, and distribution for the innovation, development, and improvement of safe, nutritious, and delectable food; bbox=[35, 1391, 385, 1420]
rule-heading bbox=[804, 1210, 1164, 1240]
board-powers-list bbox=[406, 399, 766, 785]
column-2 bbox=[406, 25, 766, 2341]
letterhead bbox=[25, 25, 385, 78]
definition-item: (k) Food product development refers to the work directed towards the ideation, innovation, improvement, and prototyping of food products and processes; bbox=[35, 671, 385, 690]
approved-label: APPROVED: bbox=[1359, 1387, 1404, 1396]
food-safety-list bbox=[25, 1266, 385, 1318]
scope-item: (j) Sustainability of Resources – scientific work directed towards the utilization of food waste for human consumption, the reliable access of sufficient quantity of affordable and nutritious food, and the protection of the environment; bbox=[417, 122, 766, 152]
list-item: (d) Issue, reinstate, suspend, or revoke the COR, and/or professional license, or cancel Temporary or Special Permits for the practice of Food Technology; bbox=[417, 466, 766, 485]
paragraph: The Board, subject to the approval of the Commission, may revise, exclude from, or add to the above-enumerated acts or activities, as the need arises, to conform to the latest trend in the practice of the profession. bbox=[406, 192, 766, 212]
series-line: Series of 2022 bbox=[182, 113, 228, 122]
paragraph: A foreign citizen, whether or not he/she studied in the Philippines who desires to take the Food Technologists Licensure Examination, through reciprocity, shall initiate the establishment of reciprocity between his/her country or State and the Philippines by submitting an authenticated copy of the national law or international treaty, agreement, or covenant to which his/her country or State and the Philippines are signatories whereby other citizens, including Filipinos, are expressly allowed to take the Food Technologists Licensure Examination and to register as such in said foreign country or State on terms of strict and absolute equality with its own citizens or subjects, including the unconditional recognition of prerequisite degrees issued by institutions of higher learning duly recognized or established by the Government of the Republic of the Philippines, duly certified and translated in the English language, if applicable. bbox=[1202, 322, 1562, 412]
definition-item: (r) Microbiological certification refers to an official document that provides all the required specification and results of analysis involving the use of biological, biochemical, molecular or chemical methods for the detection, identification or enumeration of microorganisms in a material; bbox=[35, 888, 385, 917]
rule-title: REGISTRATION AND ISSUANCE OF CERTIFICATE OF REGISTRATION AND PROFESSIONAL IDENTIFICATION CARD bbox=[811, 808, 1157, 827]
list-item: (c) Using the COR and/or PIC or Temporary or Special Permit of another Food Technologist. bbox=[1213, 703, 1505, 713]
rule-heading bbox=[804, 797, 1164, 827]
section-16: SECTION 16. Ratings in the Examination. – To pass the licensure examination, a candidate for Food Technologist must obtain a passing rating of seventy-five percent (75%) in each subject given during the examination: Provided, however, That an examinee who obtains a passing rating in the majority of the subjects but obtains a rating in the other subjects below seventy-five percent (75%) but not lower than sixty percent (60%) shall be allowed to take one removal examination on the subjects where the passing rating was not obtained: Provided, finally, That should the examinee fail to obtain a passing rating in the removal examination, the examinee shall be considered as having failed the entire licensure examination. bbox=[804, 669, 1164, 738]
signature-scribble-icon bbox=[1389, 1447, 1562, 1470]
list-item: (c) Issue Temporary or Special Permits to persons admitted to the practice of Food Technology for a specific duration of time, and Certificates of Recognition for advanced studies, researches, and accomplishments that contribute to the enrichment of the profession; bbox=[417, 433, 766, 462]
list-item: (g) Certificate of Good Moral Character to be issued by any of the following: employer, school/college/university or any competent authority acceptable to the Board; and bbox=[815, 441, 1164, 460]
